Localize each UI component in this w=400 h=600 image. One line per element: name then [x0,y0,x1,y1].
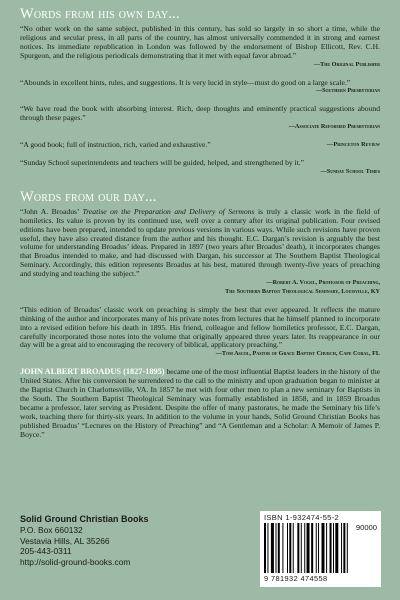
publisher-address-line1: P.O. Box 660132 [20,525,83,536]
barcode-icon [264,523,350,573]
barcode-bar [278,523,280,573]
quote-sunday-school-times [20,159,380,177]
quote-text-lead: “John A. Broadus’ [20,206,83,216]
author-name: JOHN ALBERT BROADUS (1827-1895) [20,367,165,377]
bio-text: became one of the most influential Baptist leaders in the history of the United States. After his conversion he surrendered to the call to the ministry and upon graduation began to minister at the Baptist Church in Charlottesville, VA. In 1857 he met with four other men to plan a new seminary for Baptists in the South. The Southern Baptist Theological Seminary was formally established in 1858, and in 1859 Broadus became a professor, later serving as President. Despite the offer of many pastorates, he made the Seminary his life’s work, teaching there for thirty-six years. In addition to the volume in your hands, Solid Ground Christian Books has published Broadus’ “Lectures on the History of Preaching” and “A Gentleman and a Scholar: A Memoir of James P. Boyce.” [20,367,380,439]
price-code: 90000 [355,523,377,532]
quote-vogel [20,208,380,297]
barcode-bar [322,523,325,573]
ean-digits: 9 781932 474558 [264,574,328,583]
barcode-bar [297,523,299,573]
barcode-bar [341,523,342,573]
section-our-day [20,189,380,360]
book-title: Treatise on the Preparation and Delivery of Sermons [82,206,255,216]
barcode-bar [316,523,317,573]
publisher-url: http://solid-ground-books.com [20,556,131,567]
publisher-name: Solid Ground Christian Books [20,514,149,524]
barcode-bar [307,523,310,573]
barcode-bar [271,523,274,573]
quote-text: “No other work on the same subject, published in this century, has sold so largely in so short a time, while the religious and secular press, in all parts of the country, has almost universally commended it in strong and earnest notices. Its immediate republication in London was followed by the endorsement of Bishop Ellicott, Rev. C.H. Spurgeon, and the religious periodicals demonstrating that it met with equal favor abroad.” [20,24,380,60]
barcode-box [260,511,381,587]
barcode-bar [282,523,283,573]
quote-princeton-review [20,141,380,150]
quote-attribution: —Southern Presbyterian [315,87,380,95]
barcode-bar [289,523,291,573]
quote-attribution-line2: The Southern Baptist Theological Seminary, Louisville, KY [225,287,380,295]
barcode-bar [343,523,345,573]
quote-attribution: —Princeton Review [327,141,380,149]
quote-attribution: —Associate Reformed Presbyterian [288,123,380,131]
barcode-bar [293,523,294,573]
barcode-bar [335,523,338,573]
section-heading-our-day: Words from our day... [20,188,157,205]
barcode-bar [287,523,288,573]
publisher-block [20,514,149,567]
barcode-bar [276,523,277,573]
barcode-bar [333,523,334,573]
barcode-bar [318,523,319,573]
publisher-phone: 205-443-0311 [20,546,72,557]
barcode-bar [311,523,313,573]
quote-attribution: —Tom Ascol, Pastor of Grace Baptist Church, Cape Coral, FL [215,350,380,358]
barcode-bar [330,523,332,573]
barcode-bar [267,523,268,573]
quote-text: “A good book; full of instruction, rich, varied and exhaustive.” [20,140,211,150]
quote-text: “Abounds in excellent hints, rules, and suggestions. It is very lucid in style—must do good on a large scale.” [20,77,351,87]
section-his-own-day [20,6,380,177]
quote-text: “Sunday School superintendents and teachers will be guided, helped, and strengthened by it.” [20,157,305,167]
quote-attribution: —Sunday School Times [320,167,380,175]
quote-original-publisher [20,25,380,70]
quote-text: is truly a classic work in the field of homiletics. Its value is proven by its continued use, well over a century after its original publication. Four revised editions have been prepared, intended to update previous versions in various ways. While such revisions have proven useful, they have also created distance from the author and his thought. E.C. Dargan’s revision is arguably the best volume for understanding Broadus’ ideas. Prepared in 1897 (two years after Broadus’ death), it incorporates changes that Broadus intended to make, and had discussed with Dargan, his successor at The Southern Baptist Theological Seminary. Accordingly, this edition represents Broadus at his best, matured through twenty-five years of preaching and studying and teaching the subject.” [20,206,380,279]
barcode-bar [264,523,266,573]
quote-ascol [20,306,380,359]
quote-text: “This edition of Broadus’ classic work on preaching is simply the best that ever appeared. It reflects the mature thinking of the author and incorporates many of his private notes from lectures that he himself planned to incorporate into a revised edition before his death in 1895. His friend, colleague and fellow homiletics professor, E.C. Dargan, carefully incorporated those notes into the volume that originally appeared three years later. Its reappearance in our day will be a great aid to encouraging the recovery of biblical, applicatory preaching.” [20,304,380,350]
barcode-bar [301,523,302,573]
publisher-address-line2: Vestavia Hills, AL 35266 [20,535,110,546]
barcode-bar [304,523,305,573]
section-heading-his-own-day: Words from his own day... [20,6,180,22]
quote-southern-presbyterian [20,79,380,97]
quote-attribution-line1: —Robert A. Vogel, Professor of Preaching, [266,279,380,287]
isbn-label: ISBN 1-932474-55-2 [264,513,340,522]
barcode-bar [326,523,327,573]
quote-text: “We have read the book with absorbing interest. Rich, deep thoughts and eminently practical suggestions abound through these pages.” [20,104,380,123]
quote-associate-reformed [20,105,380,132]
barcode-bar [347,523,348,573]
quote-attribution: —The Original Publisher [313,60,380,68]
author-bio [20,368,380,439]
